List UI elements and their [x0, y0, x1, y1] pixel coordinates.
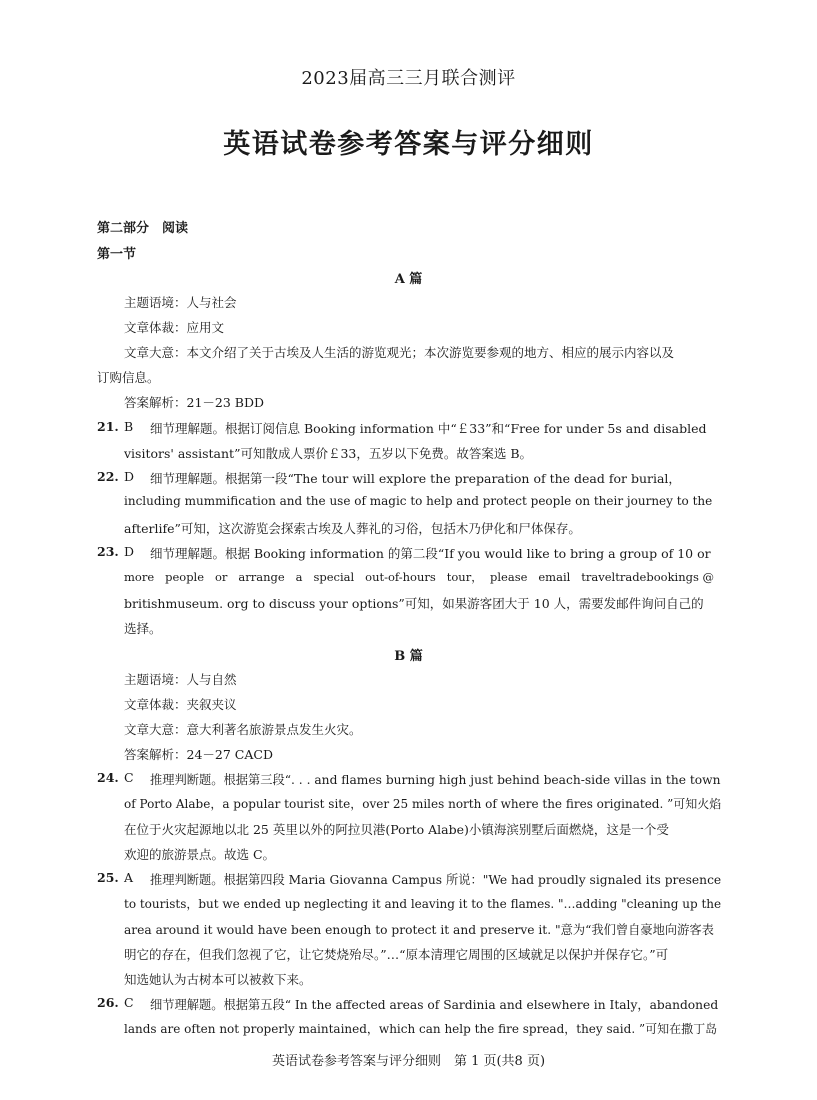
passage-a-heading: A 篇 [394, 272, 423, 287]
passage-a-theme: 主题语境：人与社会 [124, 295, 237, 310]
question-answer-24: C [124, 770, 134, 785]
question-answer-22: D [124, 469, 135, 484]
question-text-24-cont: 在位于火灾起源地以北 25 英里以外的阿拉贝港(Porto Alabe)小镇海滨别墅后面燃烧，这是一个受 [124, 822, 669, 837]
question-text-25-cont: to tourists，but we ended up neglecting it and leaving it to the flames. "…adding "cleaning up the [124, 897, 722, 911]
passage-b-summary: 文章大意：意大利著名旅游景点发生火灾。 [124, 722, 362, 737]
question-number-23: 23. [97, 544, 119, 559]
question-text-25-cont: 知选她认为古树本可以被救下来。 [124, 972, 312, 987]
question-text-25-cont: area around it would have been enough to protect it and preserve it. "意为“我们曾自豪地向游客表 [124, 923, 714, 937]
question-text-24-cont: 欢迎的旅游景点。故选 C。 [124, 847, 276, 862]
part-heading: 第二部分 阅读 [97, 221, 189, 236]
question-text-23-cont: more people or arrange a special out-of-hours tour， please email traveltradebookings @ [124, 570, 715, 584]
passage-a-summary-cont: 订购信息。 [97, 370, 160, 385]
question-text-23: 细节理解题。根据 Booking information 的第二段“If you would like to bring a group of 10 or [150, 546, 711, 561]
question-number-24: 24. [97, 770, 119, 785]
question-text-23-cont: 选择。 [124, 621, 162, 636]
question-text-25-cont: 明它的存在，但我们忽视了它，让它焚烧殆尽。”…“原本清理它周围的区域就足以保护并保存它。”可 [124, 947, 669, 962]
question-text-24-cont: of Porto Alabe，a popular tourist site，over 25 miles north of where the fires originated. ”可知火焰 [124, 797, 722, 811]
question-number-22: 22. [97, 469, 119, 484]
passage-b-genre: 文章体裁：夹叙夹议 [124, 697, 237, 712]
question-number-21: 21. [97, 419, 119, 434]
question-text-26-cont: lands are often not properly maintained，which can help the fire spread，they said. ”可知在撒丁岛 [124, 1022, 718, 1036]
passage-b-heading: B 篇 [394, 649, 423, 664]
question-text-22: 细节理解题。根据第一段“The tour will explore the preparation of the dead for burial， [150, 471, 681, 486]
passage-b-theme: 主题语境：人与自然 [124, 672, 237, 687]
question-text-23-cont: britishmuseum. org to discuss your options”可知，如果游客团大于 10 人，需要发邮件询问自己的 [124, 596, 704, 611]
question-number-26: 26. [97, 995, 119, 1010]
question-number-25: 25. [97, 870, 119, 885]
question-answer-25: A [124, 870, 134, 885]
passage-b-answers: 答案解析：24－27 CACD [124, 747, 273, 762]
question-text-25: 推理判断题。根据第四段 Maria Giovanna Campus 所说："We had proudly signaled its presence [150, 873, 722, 887]
page-footer: 英语试卷参考答案与评分细则 第 1 页(共8 页) [271, 1054, 546, 1069]
passage-a-summary: 文章大意：本文介绍了关于古埃及人生活的游览观光；本次游览要参观的地方、相应的展示内容以及 [124, 345, 675, 360]
question-text-22-cont: afterlife”可知，这次游览会探索古埃及人葬礼的习俗，包括木乃伊化和尸体保存。 [124, 521, 581, 536]
exam-supertitle: 2023届高三三月联合测评 [301, 68, 516, 89]
passage-a-genre: 文章体裁：应用文 [124, 320, 225, 335]
question-answer-21: B [124, 419, 134, 434]
question-answer-23: D [124, 544, 135, 559]
question-text-22-cont: including mummification and the use of magic to help and protect people on their journey to the [124, 494, 713, 508]
question-text-21: 细节理解题。根据订阅信息 Booking information 中“￡33”和“Free for under 5s and disabled [150, 421, 707, 436]
passage-a-answers: 答案解析：21－23 BDD [124, 395, 265, 410]
question-answer-26: C [124, 995, 134, 1010]
question-text-21-cont: visitors' assistant”可知散成人票价￡33，五岁以下免费。故答案选 B。 [124, 446, 533, 461]
question-text-24: 推理判断题。根据第三段“. . . and flames burning high just behind beach-side villas in the town [150, 773, 721, 787]
question-text-26: 细节理解题。根据第五段“ In the affected areas of Sardinia and elsewhere in Italy，abandoned [150, 998, 719, 1012]
subsection-heading: 第一节 [97, 247, 137, 262]
document-title: 英语试卷参考答案与评分细则 [223, 129, 594, 160]
